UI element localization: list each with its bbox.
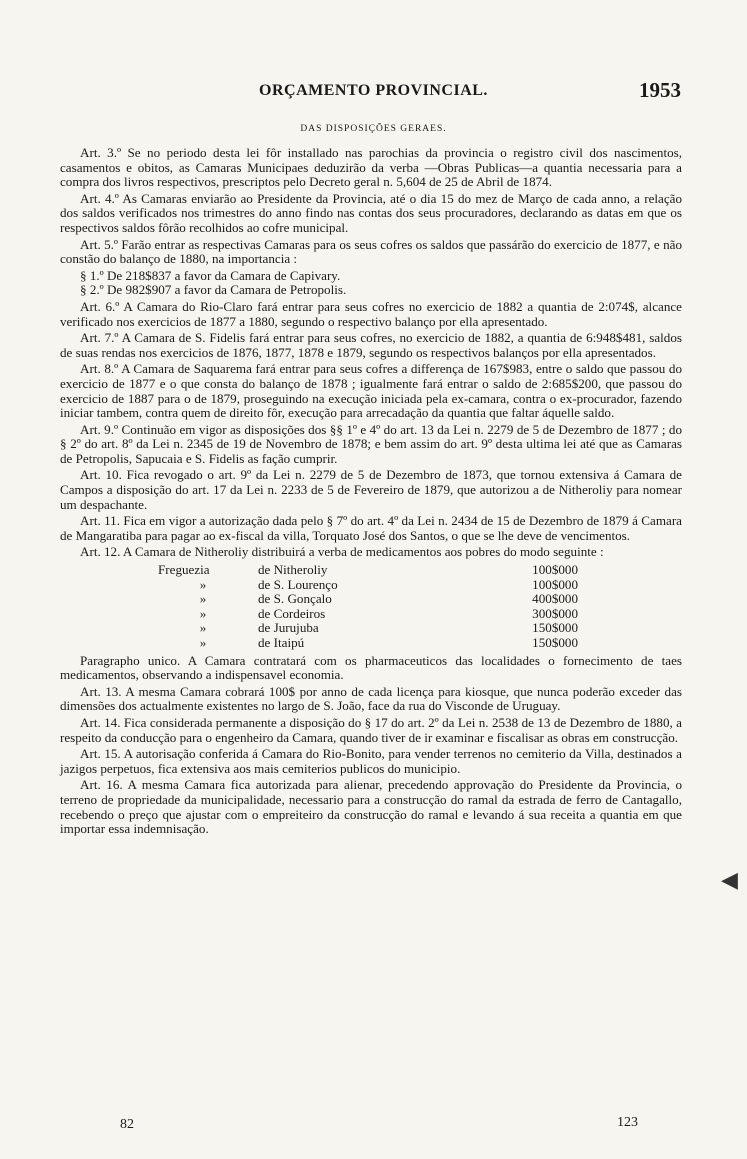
- footer-signature-number: 82: [120, 1117, 134, 1132]
- body-text: [60, 146, 682, 839]
- article-paragraph: Art. 8.º A Camara de Saquarema fará entrar para seus cofres a differença de 167$983, entre o saldo que passou do exercicio de 1877 e o que consta do balanço de 1878 ; igualmente fará entrar o saldo de 2:685$200, que passou do exercicio de 1887 para o de 1879, proseguindo na execução iniciada pela ex-camara, contra o ex-procurador, fazendo iniciar tambem, contra quem de direito fôr, execução para arrecadação da quantia que faltar áquelle saldo.: [60, 361, 682, 421]
- article-paragraph: Art. 6.º A Camara do Rio-Claro fará entrar para seus cofres no exercicio de 1882 a quantia de 2:074$, alcance verificado nos exercicios de 1877 a 1880, segundo o respectivo balanço por ella apresentado.: [60, 298, 682, 329]
- table-cell-place: de Cordeiros: [258, 605, 326, 621]
- medicine-distribution-table: [158, 563, 578, 651]
- page-number: 1953: [639, 78, 681, 102]
- table-row: [158, 563, 578, 578]
- article-paragraph: Art. 7.º A Camara de S. Fidelis fará entrar para seus cofres, no exercicio de 1882, a quantia de 6:948$481, saldos de suas rendas nos exercicios de 1876, 1877, 1878 e 1879, segundo os respectivos balanços por ella apresentados.: [60, 330, 682, 360]
- table-cell-place: de S. Gonçalo: [258, 591, 332, 607]
- table-row: [158, 636, 578, 651]
- article-paragraph: Art. 9.º Continuão em vigor as disposições dos §§ 1º e 4º do art. 13 da Lei n. 2279 de 5 de Dezembro de 1877 ; do § 2º do art. 8º da Lei n. 2345 de 19 de Novembro de 1878; e bem assim do art. 9º desta ultima lei até que as Camaras de Petropolis, Sapucaia e S. Fidelis as fação cumprir.: [60, 421, 682, 466]
- table-row: [158, 607, 578, 622]
- table-cell-label: »: [199, 620, 207, 636]
- table-row: [158, 592, 578, 607]
- article-paragraph: Art. 15. A autorisação conferida á Camara do Rio-Bonito, para vender terrenos no cemiterio da Villa, destinados a jazigos perpetuos, fica extensiva aos mais cemiterios publicos do municipio.: [60, 746, 682, 776]
- article-paragraph: Art. 3.º Se no periodo desta lei fôr installado nas parochias da provincia o registro civil dos nascimentos, casamentos e obitos, as Camaras Municipaes deduzirão da verba —Obras Publicas—a quantia necessaria para a compra dos livros respectivos, prescriptos pelo Decreto geral n. 5,604 de 25 de Abril de 1874.: [60, 145, 682, 190]
- article-paragraph: Art. 16. A mesma Camara fica autorizada para alienar, precedendo approvação do Presidente da Provincia, o terreno de propriedade da municipalidade, necessario para a construcção do ramal da estrada de ferro de Cantagallo, recebendo o preço que ajustar com o empreiteiro da construcção do ramal e levando á sua receita a quantia em que importar essa indemnisação.: [60, 777, 682, 837]
- section-title: DAS DISPOSIÇÕES GERAES.: [300, 124, 447, 134]
- table-cell-place: de Nitheroliy: [258, 562, 328, 578]
- footer-folio-number: 123: [617, 1115, 638, 1130]
- table-cell-value: 400$000: [532, 591, 578, 607]
- table-cell-value: 300$000: [532, 605, 578, 621]
- article-paragraph: Art. 14. Fica considerada permanente a disposição do § 17 do art. 2º da Lei n. 2538 de 13 de Dezembro de 1880, a respeito da conducção para o engenheiro da Camara, quando tiver de ir examinar e fiscalisar as obras em construcção.: [60, 714, 682, 745]
- table-cell-label: Freguezia: [158, 562, 210, 578]
- list-item: § 1.º De 218$837 a favor da Camara de Capivary.: [80, 267, 341, 283]
- article-paragraph: Art. 4.º As Camaras enviarão ao Presidente da Provincia, até o dia 15 do mez de Março de cada anno, a relação dos saldos verificados nos trimestres do anno findo nas contas dos seus procuradores, declarando as datas em que os respectivos saldos fôrão recolhidos ao cofre municipal.: [60, 190, 682, 235]
- table-cell-label: »: [199, 635, 207, 650]
- article-paragraph: Art. 13. A mesma Camara cobrará 100$ por anno de cada licença para kiosque, que nunca poderão exceder das dimensões dos actualmente existentes no largo de S. João, face da rua do Visconde de Uruguay.: [60, 683, 682, 714]
- table-cell-value: 150$000: [532, 620, 578, 636]
- article-paragraph: Art. 5.º Farão entrar as respectivas Camaras para os seus cofres os saldos que passárão do exercicio de 1877, e não constão do balanço de 1880, na importancia :: [60, 236, 682, 267]
- list-item: § 2.º De 982$907 a favor da Camara de Petropolis.: [80, 282, 347, 298]
- table-cell-place: de Itaipú: [258, 635, 305, 650]
- table-cell-label: »: [199, 591, 207, 607]
- article-paragraph: Art. 11. Fica em vigor a autorização dada pelo § 7º do art. 4º da Lei n. 2434 de 15 de Dezembro de 1879 á Camara de Mangaratiba para pagar ao ex-fiscal da villa, Torquato José dos Santos, o que se lhe deve de vencimentos.: [60, 513, 682, 543]
- table-cell-value: 100$000: [532, 576, 578, 592]
- table-cell-place: de Jurujuba: [258, 620, 319, 636]
- table-row: [158, 578, 578, 593]
- margin-arrow-icon: ◀: [721, 867, 738, 892]
- article-paragraph: Art. 12. A Camara de Nitheroliy distribuirá a verba de medicamentos aos pobres do modo seguinte :: [80, 544, 604, 560]
- article-paragraph: Art. 10. Fica revogado o art. 9º da Lei n. 2279 de 5 de Dezembro de 1873, que tornou extensiva á Camara de Campos a disposição do art. 17 da Lei n. 2233 de 5 de Fevereiro de 1879, que autorizou a de Nitheroliy para nomear um despachante.: [60, 467, 682, 512]
- table-cell-label: »: [199, 576, 207, 592]
- article-paragraph: Paragrapho unico. A Camara contratará com os pharmaceuticos das localidades o fornecimento de taes medicamentos, observando a indispensavel economia.: [60, 652, 682, 683]
- table-cell-value: 150$000: [532, 635, 578, 650]
- table-cell-value: 100$000: [532, 562, 578, 578]
- table-row: [158, 621, 578, 636]
- running-title: ORÇAMENTO PROVINCIAL.: [259, 82, 488, 99]
- table-cell-place: de S. Lourenço: [258, 576, 338, 592]
- table-cell-label: »: [199, 605, 207, 621]
